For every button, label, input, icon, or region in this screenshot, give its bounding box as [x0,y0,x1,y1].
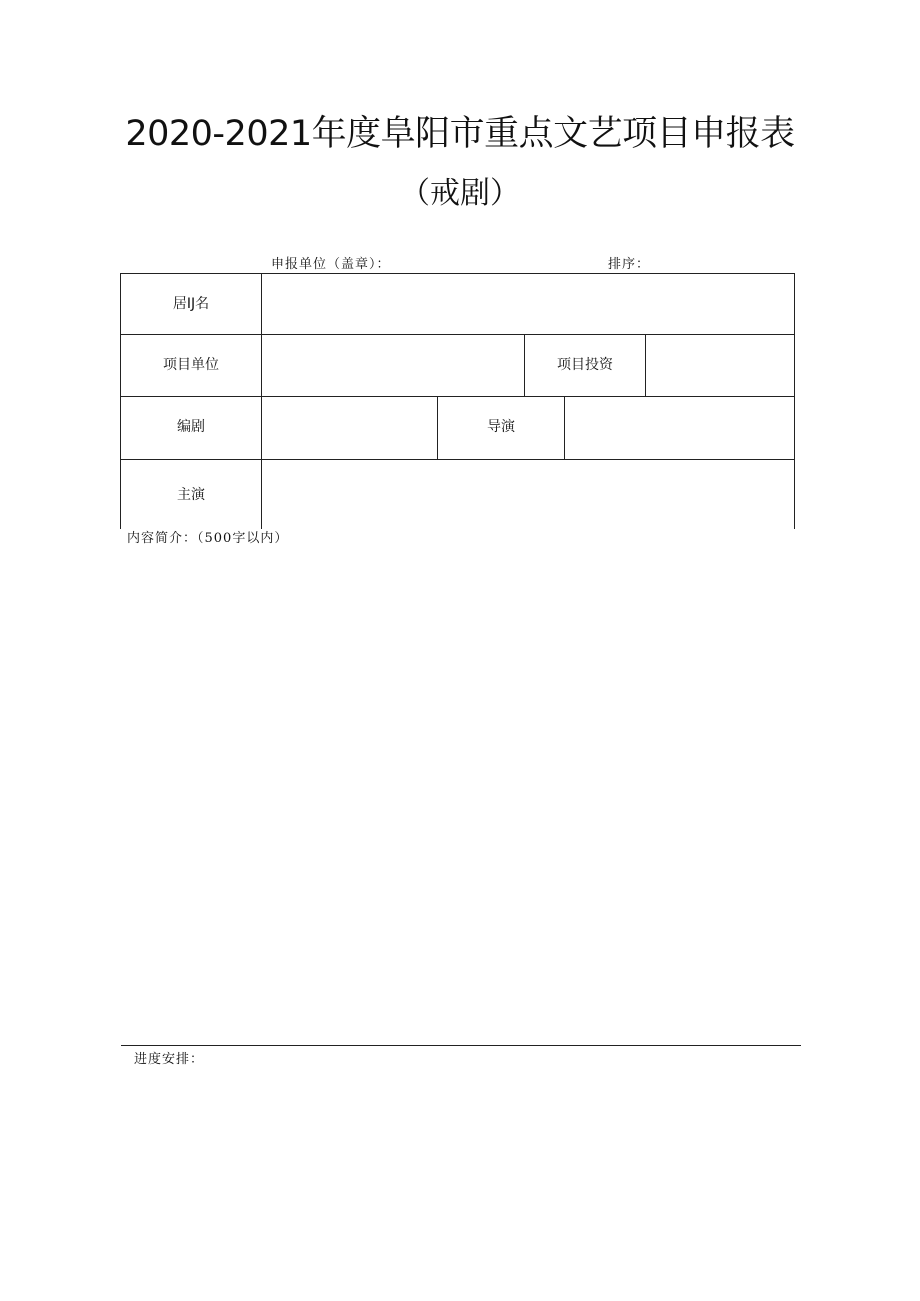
page-title: 2020-2021年度阜阳市重点文艺项目申报表 [125,114,795,154]
playwright-label: 编剧 [177,419,205,435]
lead-actor-label: 主演 [177,487,205,503]
director-label: 导演 [487,419,515,435]
table-border-right [794,273,795,529]
drama-name-field[interactable] [262,274,794,334]
section-divider [121,1045,801,1046]
project-investment-label: 项目投资 [557,357,613,373]
project-unit-label: 项目单位 [163,357,219,373]
content-intro-field[interactable] [121,552,799,1042]
project-investment-field[interactable] [646,335,794,396]
playwright-field[interactable] [262,397,437,459]
director-field[interactable] [565,397,794,459]
lead-actor-field[interactable] [262,460,794,529]
schedule-field[interactable] [121,1072,799,1272]
page-subtitle: （戒剧） [400,176,520,211]
schedule-label: 进度安排： [134,1052,205,1067]
applicant-unit-label: 申报单位（盖章）： [271,257,391,272]
content-intro-label: 内容简介：（500字以内） [127,531,289,546]
project-unit-field[interactable] [262,335,524,396]
drama-name-label: 居IJ名 [172,296,210,312]
order-label: 排序： [608,257,651,272]
